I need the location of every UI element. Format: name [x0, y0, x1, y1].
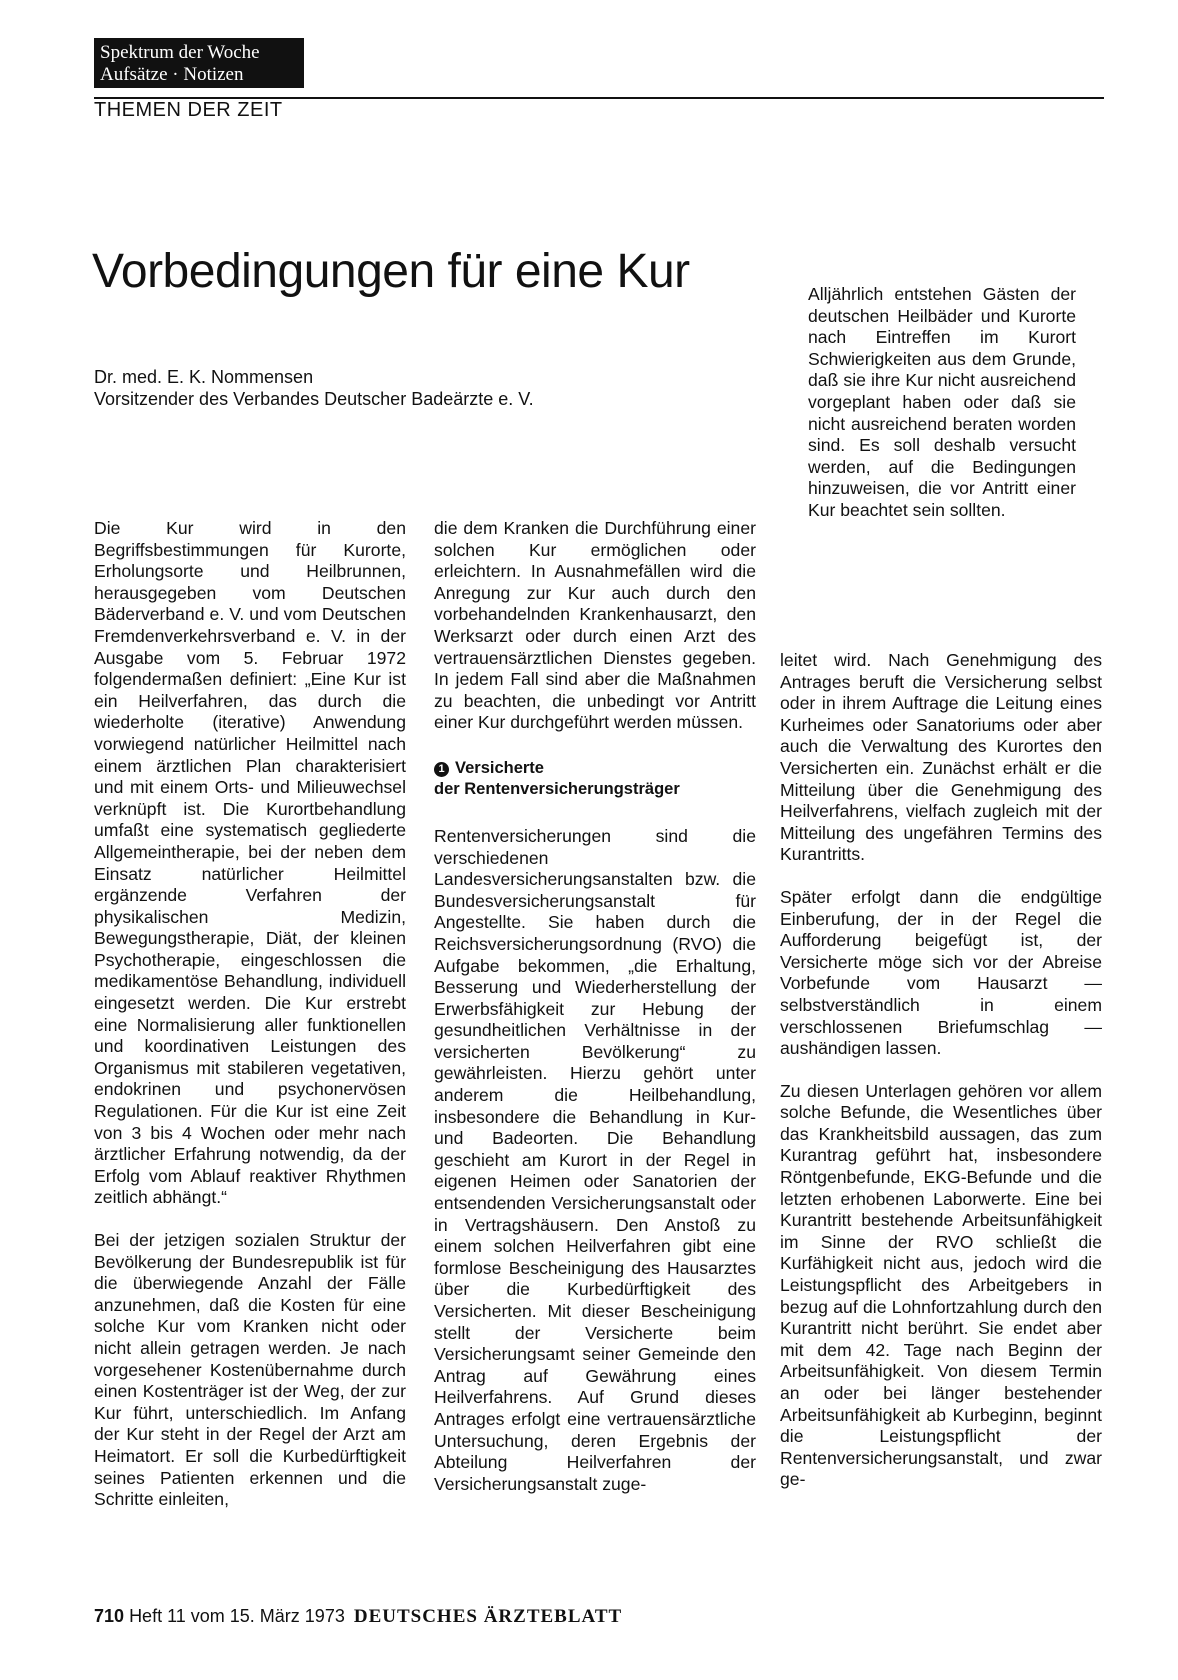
author-name: Dr. med. E. K. Nommensen — [94, 367, 314, 387]
paragraph: Rentenversicherungen sind die verschiedenen Landesversicherungsanstalten bzw. die Bundesversicherungsanstalt für Angestellte. Sie haben durch die Reichsversicherungsordnung (RVO) die Aufgabe bekommen, „die Erhaltung, Besserung und Wiederherstellung der Erwerbsfähigkeit zur Hebung der gesundheitlichen Verhältnisse in der versicherten Bevölkerung“ zu gewährleisten. Hierzu gehört unter anderem die Heilbehandlung, insbesondere die Behandlung in Kur- und Badeorten. Die Behandlung geschieht am Kurort in der Regel in eigenen Heimen oder Sanatorien der entsendenden Versicherungsanstalt oder in Vertragshäusern. Den Anstoß zu einem solchen Heilverfahren gibt eine formlose Bescheinigung des Hausarztes über die Kurbedürftigkeit des Versicherten. Mit dieser Bescheinigung stellt der Versicherte beim Versicherungsamt seiner Gemeinde den Antrag auf Gewährung eines Heilverfahrens. Auf Grund dieses Antrages erfolgt eine vertrauensärztliche Untersuchung, deren Ergebnis der Abteilung Heilverfahren der Versicherungsanstalt zuge- — [434, 825, 756, 1494]
article-title: Vorbedingungen für eine Kur — [92, 245, 690, 298]
page-number: 710 — [94, 1606, 125, 1626]
page-footer — [94, 1606, 622, 1628]
badge-line-1: Spektrum der Woche — [100, 42, 260, 63]
badge-line-2: Aufsätze · Notizen — [100, 64, 244, 85]
column-2 — [434, 518, 756, 1495]
paragraph: Später erfolgt dann die endgültige Einberufung, der in der Regel die Aufforderung beigefügt ist, der Versicherte möge sich vor der Abreise Vorbefunde vom Hausarzt — selbstverständlich in einem verschlossenen Briefumschlag — aushändigen lassen. — [780, 886, 1102, 1059]
subheading — [434, 758, 756, 800]
paragraph: die dem Kranken die Durchführung einer solchen Kur ermöglichen oder erleichtern. In Ausnahmefällen wird die Anregung zur Kur auch durch den vorbehandelnden Krankenhausarzt, den Werksarzt oder durch einen Arzt des vertrauensärztlichen Dienstes gegeben. In jedem Fall sind aber die Maßnahmen zu beachten, die unbedingt vor Antritt einer Kur durchgeführt werden müssen. — [434, 518, 756, 733]
paragraph: Die Kur wird in den Begriffsbestimmungen für Kurorte, Erholungsorte und Heilbrunnen, herausgegeben vom Deutschen Bäderverband e. V. und vom Deutschen Fremdenverkehrsverband e. V. in der Ausgabe vom 5. Februar 1972 folgendermaßen definiert: „Eine Kur ist ein Heilverfahren, das durch die wiederholte (iterative) Anwendung vorwiegend natürlicher Heilmittel nach einem ärztlichen Plan charakterisiert und mit einem Orts- und Milieuwechsel verknüpft ist. Die Kurortbehandlung umfaßt eine systematisch gegliederte Allgemeintherapie, bei der neben dem Einsatz natürlicher Heilmittel ergänzende Verfahren der physikalischen Medizin, Bewegungstherapie, Diät, der kleinen Psychotherapie, eingeschlossen die medikamentöse Behandlung, individuell eingesetzt werden. Die Kur erstrebt eine Normalisierung aller funktionellen und koordinativen Leistungen des Organismus mit stabileren vegetativen, endokrinen und psychonervösen Regulationen. Für die Kur ist eine Zeit von 3 bis 4 Wochen oder mehr nach ärztlicher Erfahrung notwendig, da der Erfolg vom Ablauf reaktiver Rhythmen zeitlich abhängt.“ — [94, 518, 406, 1208]
column-1 — [94, 518, 406, 1511]
issue-info: Heft 11 vom 15. März 1973 — [129, 1606, 345, 1626]
paragraph: leitet wird. Nach Genehmigung des Antrages beruft die Versicherung selbst oder in ihrem Auftrage die Leitung eines Kurheimes oder Sanatoriums oder aber auch die Verwaltung des Kurortes den Versicherten ein. Zunächst erhält er die Mitteilung über die Genehmigung des Heilverfahrens, vielfach zugleich mit der Mitteilung des ungefähren Termins des Kurantritts. — [780, 650, 1102, 865]
author-role: Vorsitzender des Verbandes Deutscher Badeärzte e. V. — [94, 389, 534, 409]
section-badge — [94, 38, 304, 88]
subheading-line-2: der Rentenversicherungsträger — [434, 779, 680, 798]
lead-paragraph: Alljährlich entstehen Gästen der deutschen Heilbäder und Kurorte nach Eintreffen im Kurort Schwierigkeiten aus dem Grunde, daß sie ihre Kur nicht ausreichend vorgeplant haben oder daß sie nicht ausreichend beraten worden sind. Es soll deshalb versucht werden, auf die Bedingungen hinzuweisen, die vor Antritt einer Kur beachtet sein sollten. — [808, 284, 1076, 520]
paragraph: Zu diesen Unterlagen gehören vor allem solche Befunde, die Wesentliches über das Krankheitsbild aussagen, das zum Kurantrag geführt hat, insbesondere Röntgenbefunde, EKG-Befunde und die letzten erhobenen Laborwerte. Eine bei Kurantritt bestehende Arbeitsunfähigkeit im Sinne der RVO schließt die Kurfähigkeit nicht aus, jedoch wird die Leistungspflicht des Arbeitgebers in bezug auf die Lohnfortzahlung durch den Kurantritt nicht berührt. Sie endet aber mit dem 42. Tage nach Beginn der Arbeitsunfähigkeit. Von diesem Termin an oder bei länger bestehender Arbeitsunfähigkeit ab Kurbeginn, beginnt die Leistungspflicht der Rentenversicherungsanstalt, und zwar ge- — [780, 1080, 1102, 1490]
paragraph: Bei der jetzigen sozialen Struktur der Bevölkerung der Bundesrepublik ist für die überwiegende Anzahl der Fälle anzunehmen, daß die Kosten für eine solche Kur vom Kranken nicht oder nicht allein getragen werden. Je nach vorgesehener Kostenübernahme durch einen Kostenträger ist der Weg, der zur Kur führt, unterschiedlich. Im Anfang der Kur steht in der Regel der Arzt am Heimatort. Er soll die Kurbedürftigkeit seines Patienten erkennen und die Schritte einleiten, — [94, 1230, 406, 1510]
section-label: THEMEN DER ZEIT — [94, 99, 283, 121]
section-number-icon: 1 — [434, 762, 449, 777]
journal-name: DEUTSCHES ÄRZTEBLATT — [353, 1606, 623, 1627]
subheading-line-1: Versicherte — [455, 758, 544, 777]
author-block — [94, 366, 534, 410]
column-3 — [780, 650, 1102, 1491]
